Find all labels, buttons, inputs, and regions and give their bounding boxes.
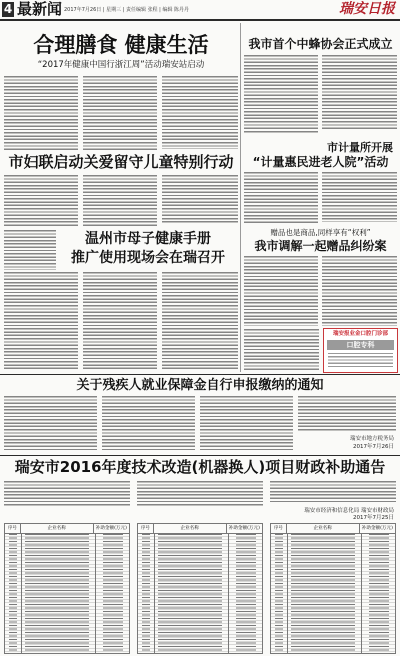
column-line [228,533,229,654]
header-serial: 序号 [271,524,287,533]
column-line [21,533,22,654]
metrology-kicker: 市计量所开展 [327,141,393,154]
disability-signature: 瑞安市地方税务局 [349,436,394,442]
disability-body-col4 [298,396,396,432]
ad-clinic-name: 瑞安报业金口腔门诊部 [332,331,388,337]
company-column [25,533,89,654]
newspaper-logo: 瑞安日报 [339,1,395,17]
header-company: 企业名称 [287,524,360,533]
section-rule [0,374,400,375]
bee-body-col2 [322,55,397,131]
column-divider [240,23,241,372]
disability-body-col2 [102,396,195,452]
amount-column [236,533,256,654]
column-line [361,533,362,654]
bee-body-col1 [244,55,318,134]
women-body-col1 [4,175,78,227]
table-rows [5,533,129,654]
health-body-col3 [162,76,238,149]
serial-column [275,533,283,654]
women-body-col2 [83,175,157,227]
header-company: 企业名称 [154,524,227,533]
metrology-body-col1 [244,172,318,225]
handbook-body-col1 [4,272,78,371]
serial-column [142,533,150,654]
handbook-body-col3 [162,272,238,371]
health-body-col1 [4,76,78,152]
health-subtitle: “2017年健康中国行浙江周”活动瑞安站启动 [37,60,205,70]
subsidy-date: 2017年7月25日 [353,515,394,521]
subsidy-notice-title: 瑞安市2016年度技术改造(机器换人)项目财政补助通告 [14,458,386,476]
header-serial: 序号 [5,524,21,533]
header-amount: 补助金额(万元) [95,526,127,531]
disability-body-col3 [200,396,293,452]
subsidy-body-col1 [4,481,130,507]
health-title: 合理膳食 健康生活 [33,33,209,57]
metrology-body-col2 [322,172,397,222]
subsidy-signature: 瑞安市经济和信息化局 瑞安市财政局 [304,508,394,514]
page-number: 4 [3,2,13,16]
metrology-title: “计量惠民进老人院”活动 [252,155,389,169]
gift-kicker: 赠品也是商品,同样享有“权利” [270,228,371,237]
column-line [154,533,155,654]
subsidy-table-2 [137,523,263,654]
subsidy-body-col2 [137,481,263,507]
ad-tagline: 口腔专科 [327,340,394,350]
section-rule [0,455,400,456]
amount-column [103,533,123,654]
dateline: 2017年7月26日 | 星期三 | 责任编辑 张程 | 编辑 陈丹丹 [64,7,190,13]
company-column [291,533,355,654]
company-column [158,533,222,654]
subsidy-table-1 [4,523,130,654]
gift-body-col2 [322,256,397,326]
health-body-col2 [83,76,157,152]
disability-date: 2017年7月26日 [353,444,394,450]
table-rows [138,533,262,654]
subsidy-table-3 [270,523,396,654]
subsidy-body-col3 [270,481,396,504]
header-company: 企业名称 [21,524,94,533]
header-amount: 补助金额(万元) [361,526,393,531]
column-line [287,533,288,654]
header-rule [0,19,400,21]
women-body-col3 [162,175,238,224]
amount-column [369,533,389,654]
handbook-lead-col [4,230,56,270]
serial-column [9,533,17,654]
table-rows [271,533,395,654]
gift-body-col3 [244,329,319,372]
handbook-body-col2 [83,272,157,371]
section-title: 最新闻 [17,0,63,18]
bee-title: 我市首个中蜂协会正式成立 [248,37,393,51]
clinic-advertisement [323,328,398,373]
handbook-title-line1: 温州市母子健康手册 [85,231,211,247]
column-line [95,533,96,654]
women-title: 市妇联启动关爱留守儿童特别行动 [8,153,234,171]
gift-title: 我市调解一起赠品纠纷案 [254,239,387,253]
disability-body-col1 [4,396,97,452]
header-amount: 补助金额(万元) [228,526,260,531]
disability-notice-title: 关于残疾人就业保障金自行申报缴纳的通知 [76,378,324,393]
ad-body-text [328,353,393,369]
header-serial: 序号 [138,524,154,533]
gift-body-col1 [244,256,318,326]
handbook-title-line2: 推广使用现场会在瑞召开 [71,250,225,266]
